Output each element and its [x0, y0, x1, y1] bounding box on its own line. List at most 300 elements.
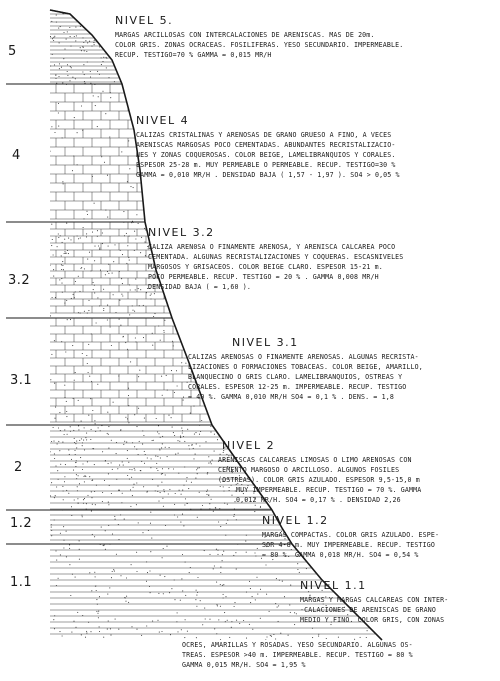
lithology-grain-dot: [257, 548, 258, 549]
lithology-grain-dot: [90, 631, 91, 632]
lithology-grain-dot: [270, 635, 271, 636]
lithology-grain-dot: [84, 427, 85, 428]
lithology-grain-dot: [82, 46, 83, 47]
lithology-grain-dot: [150, 467, 151, 468]
lithology-grain-dot: [141, 237, 142, 238]
lithology-grain-dot: [231, 621, 232, 622]
lithology-grain-dot: [79, 440, 80, 441]
lithology-grain-dot: [122, 254, 123, 255]
lithology-grain-dot: [68, 493, 69, 494]
lithology-grain-dot: [69, 548, 70, 549]
lithology-grain-dot: [139, 441, 140, 442]
nivel-4-line: NES Y ZONAS COQUEROSAS. COLOR BEIGE, LAMELIBRANQUIOS Y CORALES.: [136, 151, 396, 159]
nivel-1-1-line: MARGAS Y MARGAS CALCAREAS CON INTER-: [300, 596, 449, 604]
lithology-grain-dot: [103, 637, 104, 638]
lithology-grain-dot: [58, 427, 59, 428]
lithology-grain-dot: [107, 217, 108, 218]
lithology-grain-dot: [62, 137, 63, 138]
lithology-grain-dot: [289, 604, 290, 605]
lithology-grain-dot: [89, 476, 90, 477]
lithology-grain-dot: [210, 432, 211, 433]
lithology-grain-dot: [66, 490, 67, 491]
lithology-grain-dot: [174, 392, 175, 393]
lithology-grain-dot: [94, 572, 95, 573]
lithology-grain-dot: [91, 511, 92, 512]
lithology-grain-dot: [70, 239, 71, 240]
lithology-grain-dot: [94, 260, 95, 261]
lithology-grain-dot: [196, 322, 197, 323]
lithology-grain-dot: [55, 495, 56, 496]
lithology-grain-dot: [181, 578, 182, 579]
lithology-grain-dot: [290, 612, 291, 613]
lithology-grain-dot: [75, 281, 76, 282]
lithology-grain-dot: [296, 613, 297, 614]
level-number-4: 4: [12, 148, 21, 163]
lithology-grain-dot: [192, 444, 193, 445]
lithology-grain-dot: [62, 261, 63, 262]
nivel-2-line: 0,012 MR/H. SO4 ≃ 0,17 % . DENSIDAD 2,26: [236, 496, 401, 504]
lithology-grain-dot: [91, 590, 92, 591]
lithology-grain-dot: [266, 636, 267, 637]
lithology-grain-dot: [83, 476, 84, 477]
lithology-grain-dot: [144, 418, 145, 419]
lithology-grain-dot: [79, 559, 80, 560]
lithology-grain-dot: [71, 632, 72, 633]
lithology-grain-dot: [222, 560, 223, 561]
lithology-grain-dot: [170, 634, 171, 635]
lithology-grain-dot: [108, 620, 109, 621]
lithology-grain-dot: [72, 77, 73, 78]
lithology-grain-dot: [220, 584, 221, 585]
lithology-grain-dot: [362, 574, 363, 575]
lithology-grain-dot: [180, 522, 181, 523]
lithology-grain-dot: [249, 581, 250, 582]
lithology-grain-dot: [158, 433, 159, 434]
lithology-grain-dot: [67, 31, 68, 32]
nivel-2-title: NIVEL 2: [222, 439, 276, 452]
lithology-grain-dot: [276, 578, 277, 579]
lithology-grain-dot: [234, 508, 235, 509]
lithology-grain-dot: [216, 604, 217, 605]
lithology-grain-dot: [129, 168, 130, 169]
lithology-grain-dot: [367, 566, 368, 567]
lithology-grain-dot: [252, 629, 253, 630]
lithology-grain-dot: [127, 475, 128, 476]
lithology-grain-dot: [133, 484, 134, 485]
lithology-grain-dot: [147, 457, 148, 458]
lithology-grain-dot: [135, 279, 136, 280]
lithology-grain-dot: [97, 126, 98, 127]
lithology-grain-dot: [140, 289, 141, 290]
lithology-grain-dot: [124, 519, 125, 520]
lithology-grain-dot: [149, 570, 150, 571]
lithology-grain-dot: [196, 469, 197, 470]
lithology-grain-dot: [118, 375, 119, 376]
lithology-grain-dot: [367, 630, 368, 631]
lithology-grain-dot: [226, 523, 227, 524]
lithology-grain-dot: [122, 336, 123, 337]
lithology-grain-dot: [231, 627, 232, 628]
nivel-1-2-title: NIVEL 1.2: [262, 514, 329, 527]
lithology-grain-dot: [67, 71, 68, 72]
lithology-grain-dot: [56, 560, 57, 561]
lithology-grain-dot: [126, 442, 127, 443]
lithology-grain-dot: [111, 577, 112, 578]
lithology-grain-dot: [80, 18, 81, 19]
lithology-grain-dot: [215, 507, 216, 508]
lithology-grain-dot: [74, 499, 75, 500]
lithology-grain-dot: [64, 476, 65, 477]
lithology-grain-dot: [185, 562, 186, 563]
lithology-grain-dot: [158, 593, 159, 594]
lithology-grain-dot: [174, 435, 175, 436]
lithology-grain-dot: [213, 511, 214, 512]
lithology-grain-dot: [194, 434, 195, 435]
lithology-grain-dot: [51, 224, 52, 225]
lithology-grain-dot: [360, 637, 361, 638]
lithology-grain-dot: [79, 549, 80, 550]
lithology-grain-dot: [99, 46, 100, 47]
lithology-grain-dot: [209, 508, 210, 509]
lithology-grain-dot: [309, 562, 310, 563]
lithology-grain-dot: [209, 503, 210, 504]
lithology-grain-dot: [319, 563, 320, 564]
lithology-grain-dot: [181, 494, 182, 495]
lithology-grain-dot: [153, 316, 154, 317]
lithology-grain-dot: [76, 474, 77, 475]
lithology-grain-dot: [66, 556, 67, 557]
lithology-grain-dot: [78, 429, 79, 430]
lithology-grain-dot: [62, 635, 63, 636]
lithology-grain-dot: [88, 415, 89, 416]
lithology-grain-dot: [81, 634, 82, 635]
lithology-grain-dot: [171, 370, 172, 371]
lithology-grain-dot: [223, 584, 224, 585]
lithology-grain-dot: [94, 464, 95, 465]
lithology-grain-dot: [67, 64, 68, 65]
nivel-1-1-line: MEDIO Y FINO. COLOR GRIS, CON ZONAS: [300, 616, 445, 624]
lithology-grain-dot: [138, 376, 139, 377]
lithology-grain-dot: [143, 305, 144, 306]
lithology-grain-dot: [207, 489, 208, 490]
lithology-grain-dot: [54, 340, 55, 341]
lithology-grain-dot: [80, 268, 81, 269]
lithology-grain-dot: [108, 426, 109, 427]
lithology-grain-dot: [92, 534, 93, 535]
lithology-grain-dot: [58, 76, 59, 77]
lithology-grain-dot: [83, 218, 84, 219]
lithology-grain-dot: [235, 552, 236, 553]
lithology-grain-dot: [95, 504, 96, 505]
lithology-grain-dot: [87, 61, 88, 62]
lithology-grain-dot: [88, 300, 89, 301]
lithology-grain-dot: [183, 400, 184, 401]
lithology-grain-dot: [101, 527, 102, 528]
lithology-grain-dot: [167, 456, 168, 457]
lithology-grain-dot: [256, 577, 257, 578]
lithology-grain-dot: [213, 568, 214, 569]
lithology-grain-dot: [157, 620, 158, 621]
lithology-grain-dot: [86, 508, 87, 509]
lithology-grain-dot: [93, 289, 94, 290]
lithology-grain-dot: [216, 582, 217, 583]
lithology-grain-dot: [204, 608, 205, 609]
lithology-grain-dot: [100, 430, 101, 431]
lithology-grain-dot: [204, 550, 205, 551]
lithology-grain-dot: [282, 581, 283, 582]
lithology-grain-dot: [75, 577, 76, 578]
lithology-grain-dot: [202, 624, 203, 625]
lithology-grain-dot: [165, 447, 166, 448]
lithology-grain-dot: [79, 12, 80, 13]
lithology-grain-dot: [52, 239, 53, 240]
lithology-grain-dot: [233, 516, 234, 517]
lithology-grain-dot: [191, 482, 192, 483]
lithology-grain-dot: [196, 595, 197, 596]
lithology-grain-dot: [86, 51, 87, 52]
lithology-grain-dot: [127, 245, 128, 246]
lithology-grain-dot: [87, 13, 88, 14]
lithology-grain-dot: [118, 524, 119, 525]
lithology-grain-dot: [90, 71, 91, 72]
lithology-grain-dot: [74, 117, 75, 118]
lithology-grain-dot: [130, 289, 131, 290]
lithology-grain-dot: [108, 273, 109, 274]
lithology-grain-dot: [115, 519, 116, 520]
lithology-grain-dot: [122, 461, 123, 462]
lithology-grain-dot: [51, 21, 52, 22]
lithology-grain-dot: [292, 510, 293, 511]
lithology-grain-dot: [59, 631, 60, 632]
lithology-grain-dot: [175, 493, 176, 494]
lithology-grain-dot: [189, 448, 190, 449]
lithology-grain-dot: [220, 486, 221, 487]
lithology-grain-dot: [99, 21, 100, 22]
lithology-grain-dot: [141, 461, 142, 462]
lithology-grain-dot: [87, 363, 88, 364]
lithology-grain-dot: [108, 502, 109, 503]
lithology-grain-dot: [136, 449, 137, 450]
lithology-grain-dot: [377, 560, 378, 561]
lithology-grain-dot: [210, 462, 211, 463]
lithology-grain-dot: [156, 418, 157, 419]
lithology-grain-dot: [224, 612, 225, 613]
lithology-grain-dot: [118, 490, 119, 491]
lithology-grain-dot: [65, 351, 66, 352]
lithology-grain-dot: [130, 506, 131, 507]
lithology-grain-dot: [147, 572, 148, 573]
lithology-grain-dot: [200, 431, 201, 432]
lithology-grain-dot: [168, 493, 169, 494]
lithology-grain-dot: [234, 606, 235, 607]
lithology-grain-dot: [121, 151, 122, 152]
lithology-grain-dot: [122, 283, 123, 284]
lithology-grain-dot: [145, 255, 146, 256]
lithology-grain-dot: [107, 305, 108, 306]
lithology-grain-dot: [96, 485, 97, 486]
lithology-grain-dot: [94, 246, 95, 247]
nivel-4-line: GAMMA ≃ 0,010 MR/H . DENSIDAD BAJA ( 1,57 - 1,97 ). SO4 > 0,05 %: [136, 171, 400, 179]
lithology-grain-dot: [93, 282, 94, 283]
lithology-grain-dot: [214, 451, 215, 452]
lithology-grain-dot: [162, 468, 163, 469]
lithology-grain-dot: [163, 489, 164, 490]
lithology-grain-dot: [167, 390, 168, 391]
lithology-grain-dot: [66, 300, 67, 301]
lithology-grain-dot: [88, 372, 89, 373]
lithology-grain-dot: [260, 424, 261, 425]
lithology-grain-dot: [133, 487, 134, 488]
lithology-grain-dot: [211, 499, 212, 500]
lithology-grain-dot: [107, 319, 108, 320]
lithology-grain-dot: [77, 235, 78, 236]
lithology-grain-dot: [255, 599, 256, 600]
lithology-grain-dot: [181, 362, 182, 363]
lithology-grain-dot: [77, 486, 78, 487]
lithology-grain-dot: [320, 576, 321, 577]
lithology-grain-dot: [135, 238, 136, 239]
lithology-grain-dot: [280, 633, 281, 634]
lithology-grain-dot: [183, 397, 184, 398]
lithology-grain-dot: [86, 236, 87, 237]
lithology-grain-dot: [97, 604, 98, 605]
lithology-grain-dot: [147, 491, 148, 492]
lithology-grain-dot: [126, 596, 127, 597]
lithology-grain-dot: [150, 298, 151, 299]
lithology-grain-dot: [103, 289, 104, 290]
lithology-grain-dot: [154, 313, 155, 314]
lithology-grain-dot: [82, 37, 83, 38]
lithology-grain-dot: [64, 239, 65, 240]
lithology-grain-dot: [107, 433, 108, 434]
lithology-grain-dot: [257, 594, 258, 595]
lithology-grain-dot: [107, 175, 108, 176]
lithology-grain-dot: [166, 546, 167, 547]
lithology-grain-dot: [98, 38, 99, 39]
lithology-grain-dot: [214, 628, 215, 629]
lithology-grain-dot: [70, 46, 71, 47]
lithology-grain-dot: [81, 105, 82, 106]
lithology-grain-dot: [87, 42, 88, 43]
lithology-grain-dot: [73, 294, 74, 295]
lithology-grain-dot: [66, 401, 67, 402]
lithology-grain-dot: [82, 615, 83, 616]
nivel-1-1-title: NIVEL 1.1: [300, 579, 367, 592]
lithology-grain-dot: [90, 76, 91, 77]
lithology-grain-dot: [128, 462, 129, 463]
lithology-grain-dot: [185, 363, 186, 364]
lithology-grain-dot: [184, 504, 185, 505]
lithology-grain-dot: [136, 504, 137, 505]
lithology-grain-dot: [61, 255, 62, 256]
lithology-grain-dot: [79, 291, 80, 292]
lithology-grain-dot: [366, 637, 367, 638]
lithology-grain-dot: [57, 246, 58, 247]
lithology-grain-dot: [99, 247, 100, 248]
nivel-5-title: NIVEL 5.: [115, 14, 174, 27]
lithology-grain-dot: [266, 594, 267, 595]
lithology-grain-dot: [123, 211, 124, 212]
nivel-5-line: MARGAS ARCILLOSAS CON INTERCALACIONES DE ARENISCAS. MAS DE 20m.: [115, 31, 375, 39]
lithology-grain-dot: [55, 78, 56, 79]
lithology-grain-dot: [148, 530, 149, 531]
lithology-grain-dot: [108, 473, 109, 474]
lithology-grain-dot: [107, 271, 108, 272]
lithology-grain-dot: [222, 554, 223, 555]
lithology-grain-dot: [119, 300, 120, 301]
lithology-grain-dot: [190, 413, 191, 414]
lithology-grain-dot: [188, 445, 189, 446]
lithology-grain-dot: [121, 502, 122, 503]
lithology-grain-dot: [56, 15, 57, 16]
lithology-grain-dot: [61, 264, 62, 265]
lithology-grain-dot: [74, 442, 75, 443]
lithology-grain-dot: [84, 449, 85, 450]
lithology-grain-dot: [170, 298, 171, 299]
lithology-grain-dot: [119, 319, 120, 320]
lithology-grain-dot: [176, 370, 177, 371]
lithology-grain-dot: [218, 619, 219, 620]
lithology-grain-dot: [265, 564, 266, 565]
lithology-grain-dot: [64, 303, 65, 304]
lithology-grain-dot: [143, 486, 144, 487]
lithology-grain-dot: [75, 466, 76, 467]
lithology-grain-dot: [73, 621, 74, 622]
lithology-grain-dot: [51, 530, 52, 531]
lithology-grain-dot: [81, 50, 82, 51]
lithology-grain-dot: [290, 585, 291, 586]
lithology-grain-dot: [80, 237, 81, 238]
lithology-grain-dot: [199, 467, 200, 468]
lithology-grain-dot: [85, 40, 86, 41]
lithology-grain-dot: [102, 243, 103, 244]
lithology-grain-dot: [51, 524, 52, 525]
lithology-grain-dot: [201, 330, 202, 331]
lithology-grain-dot: [58, 578, 59, 579]
lithology-grain-dot: [113, 402, 114, 403]
lithology-grain-dot: [164, 576, 165, 577]
nivel-2-line: ARENISCAS CALCAREAS LIMOSAS O LIMO ARENOSAS CON: [218, 456, 412, 464]
lithology-grain-dot: [169, 447, 170, 448]
lithology-grain-dot: [220, 526, 221, 527]
lithology-grain-dot: [129, 469, 130, 470]
nivel-4-title: NIVEL 4: [136, 114, 190, 127]
lithology-grain-dot: [66, 411, 67, 412]
lithology-grain-dot: [106, 67, 107, 68]
lithology-grain-dot: [97, 613, 98, 614]
lithology-grain-dot: [114, 571, 115, 572]
lithology-grain-dot: [160, 492, 161, 493]
lithology-grain-dot: [144, 241, 145, 242]
lithology-grain-dot: [246, 552, 247, 553]
lithology-grain-dot: [61, 269, 62, 270]
lithology-grain-dot: [113, 569, 114, 570]
lithology-grain-dot: [68, 253, 69, 254]
nivel-4-line: ESPESOR 25-28 m. MUY PERMEABLE O PERMEABLE. RECUP. TESTIGO=30 %: [136, 161, 396, 169]
lithology-grain-dot: [65, 464, 66, 465]
lithology-grain-dot: [53, 269, 54, 270]
lithology-grain-dot: [146, 292, 147, 293]
lithology-grain-dot: [51, 482, 52, 483]
lithology-grain-dot: [99, 626, 100, 627]
lithology-grain-dot: [105, 530, 106, 531]
lithology-grain-dot: [373, 566, 374, 567]
lithology-grain-dot: [51, 441, 52, 442]
lithology-grain-dot: [113, 261, 114, 262]
nivel-1-2-line: SOR 4-8 m. MUY IMPERMEABLE. RECUP. TESTIGO: [262, 541, 436, 549]
lithology-grain-dot: [131, 477, 132, 478]
lithology-grain-dot: [94, 292, 95, 293]
